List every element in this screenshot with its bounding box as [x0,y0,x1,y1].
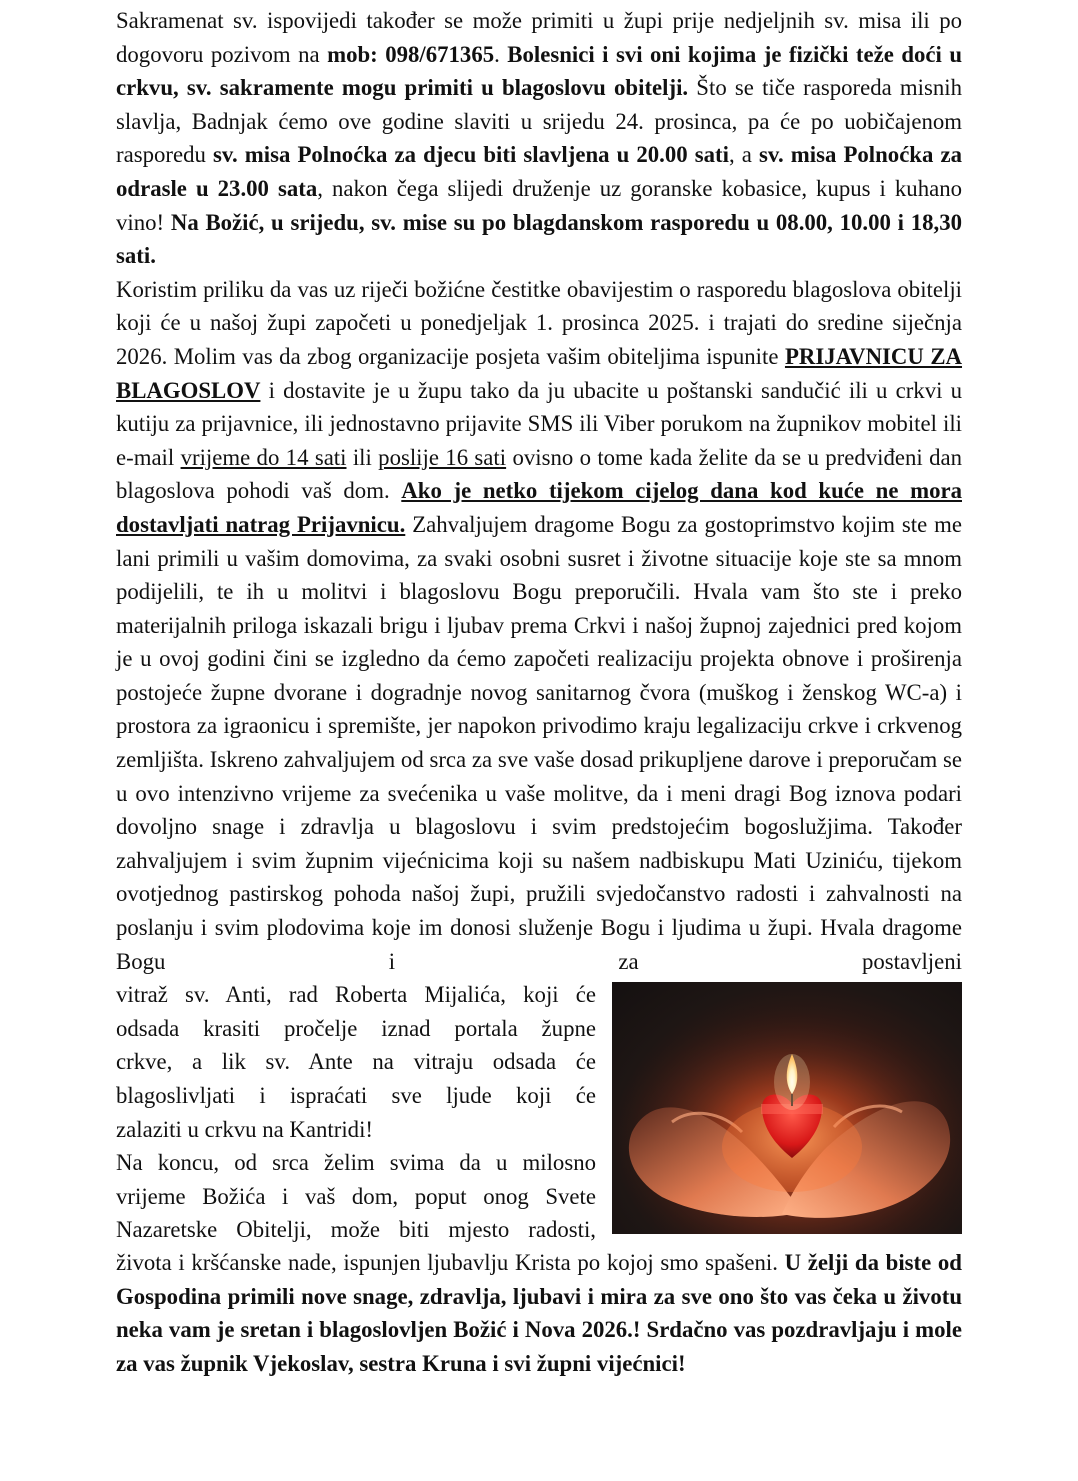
paragraph-closing [116,1246,962,1380]
bold-underlined-notice: Ako je netko tijekom cijelog dana kod kuće ne mora dostavljati natrag Prijavnicu. [116,478,962,537]
float-line: vitraž sv. Anti, rad Roberta Mijalića, koji će [116,982,596,1008]
text-span: Koristim priliku da vas uz riječi božićne čestitke obavijestim o rasporedu blagoslova obitelji koji će u našoj župi započeti u ponedjeljak 1. prosinca 2025. i trajati do sredine siječnja 2026. Molim vas da zbog organizacije posjeta vašim obiteljima ispunite [116,276,962,369]
text-span: ovisno o tome kada želite da se u predviđeni dan blagoslova pohodi vaš dom. [116,444,962,504]
bold-adult-mass: sv. misa Polnoćka za odrasle u 23.00 sata [116,142,962,201]
float-line: crkve, a lik sv. Ante na vitraju odsada će [116,1049,596,1075]
bold-christmas-greeting: U želji da biste od Gospodina primili nove snage, zdravlja, ljubavi i mira za sve ono što vas čeka u životu neka vam je sretan i blagoslovljen Božić i Nova 2026.! Srdačno vas pozdravljaju i mole za vas župnik Vjekoslav, sestra Kruna i svi župni vijećnici! [116,1250,962,1376]
text-span: ili [346,444,379,470]
bold-children-mass: sv. misa Polnoćka za djecu biti slavljena u 20.00 sati [212,142,729,168]
underlined-time-after: poslije 16 sati [378,444,507,470]
phone-number: mob: 098/671365 [327,41,495,67]
float-text-column [116,978,596,1247]
float-line: blagoslivljati i ispraćati sve ljude koji će [116,1083,596,1108]
bold-christmas-schedule: Na Božić, u srijedu, sv. mise su po blagdanskom rasporedu u 08.00, 10.00 i 18,30 sati. [116,209,962,269]
bold-sick-notice: Bolesnici i svi oni kojima je fizički teže doći u crkvu, sv. sakramente mogu primiti u blagoslovu obitelji. [116,41,962,101]
text-span: Što se tiče rasporeda misnih slavlja, Badnjak ćemo ove godine slaviti u srijedu 24. prosinca, pa će po uobičajenom rasporedu [116,75,963,168]
float-line: Nazaretske Obitelji, može biti mjesto radosti, [116,1217,596,1243]
candle-illustration [612,982,962,1234]
text-span: Zahvaljujem dragome Bogu za gostoprimstvo kojim ste me lani primili u vašim domovima, za svaki osobni susret i životne situacije koje ste sa mnom podijelili, te ih u molitvi i blagoslovu Bogu preporučili. Hvala vam što ste i preko materijalnih priloga iskazali brigu i ljubav prema Crkvi i našoj župnoj zajednici pred kojom je u ovoj godini čini se izgledno da ćemo započeti realizaciju projekta obnove i proširenja postojeće župne dvorane i dogradnje novog sanitarnog čvora (muškog i ženskog WC-a) i prostora za igraonicu i spremište, jer napokon privodimo kraju legalizaciju crkve i crkvenog zemljišta. Iskreno zahvaljujem od srca za sve vaše dosad prikupljene darove i preporučam se u ovo intenzivno vrijeme za svećenika u vaše molitve, da i meni dragi Bog iznova podari dovoljno snage i zdravlja u blagoslovu i svim predstojećim bogoslužjima. Također zahvaljujem i svim župnim vijećnicima koji su našem nadbiskupu Mati Uziniću, tijekom ovotjednog pastirskog pohoda našoj župi, pružili svjedočanstvo radosti i zahvalnosti na poslanju i svim plodovima koje im donosi služenje Bogu i ljudima u župi. Hvala dragome Bogu i za postavljeni [116,511,963,974]
text-span: i dostavite je u župu tako da ju ubacite u poštanski sandučić ili u crkvi u kutiju za prijavnice, ili jednostavno prijavite SMS ili Viber porukom na župnikov mobitel ili e-mail [116,377,962,470]
text-span: . [494,41,508,67]
registration-form-link: PRIJAVNICU ZA BLAGOSLOV [116,343,963,403]
float-line: Na koncu, od srca želim svima da u milosno [116,1150,596,1176]
paragraph-confession-and-masses [116,4,962,273]
float-line: zalaziti u crkvu na Kantridi! [116,1116,373,1142]
float-line: odsada krasiti pročelje iznad portala župne [116,1015,596,1041]
underlined-time-before: vrijeme do 14 sati [180,444,347,470]
float-line: vrijeme Božića i vaš dom, poput onog Svete [116,1183,596,1209]
text-span: , a [728,142,759,168]
text-span: života i kršćanske nade, ispunjen ljubavlju Krista po kojoj smo spašeni. [116,1250,785,1276]
paragraph-blessing [116,273,962,978]
text-span: Sakramenat sv. ispovijedi također se može primiti u župi prije nedjeljnih sv. misa ili po dogovoru pozivom na [116,8,962,67]
text-with-image [116,978,962,1246]
candle-hands-icon [612,982,962,1234]
text-span: , nakon čega slijedi druženje uz goranske kobasice, kupus i kuhano vino! [116,175,963,235]
document-page [116,4,962,1381]
